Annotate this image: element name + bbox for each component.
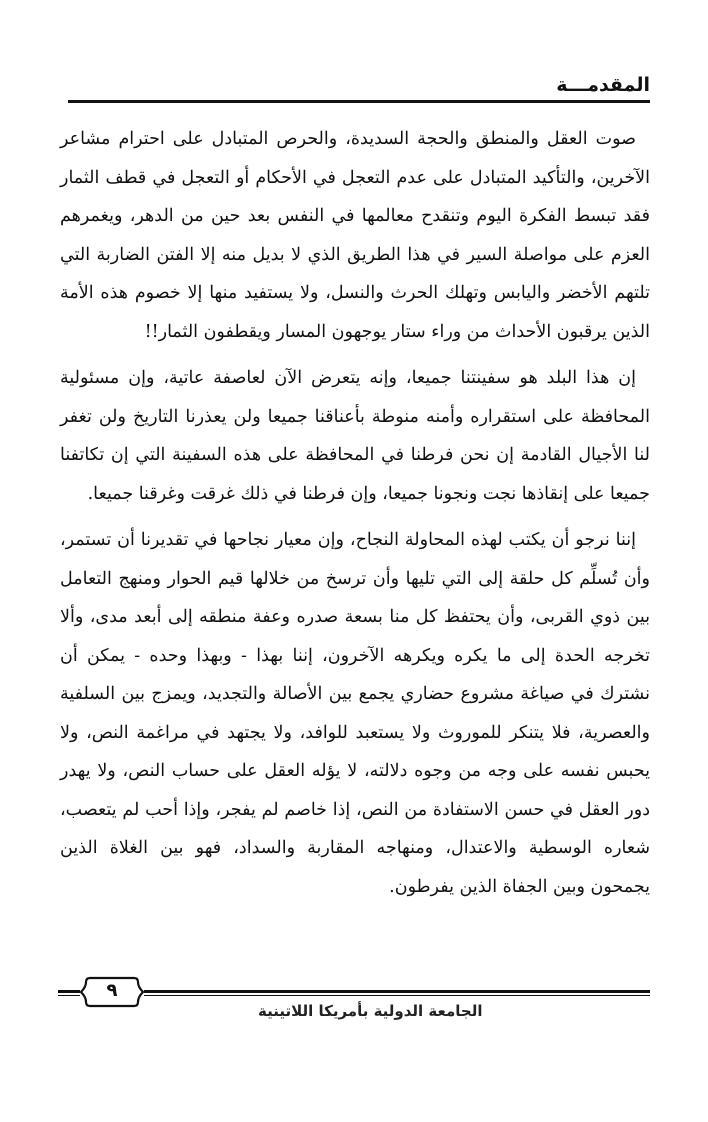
page-footer [58, 964, 650, 1024]
body-text [60, 120, 650, 914]
header-divider [68, 100, 650, 103]
page-number: ٩ [106, 980, 118, 1001]
publisher-name: الجامعة الدولية بأمريكا اللاتينية [258, 1002, 483, 1020]
paragraph: صوت العقل والمنطق والحجة السديدة، والحرص المتبادل على احترام مشاعر الآخرين، والتأكيد المتبادل على عدم التعجل في الأحكام أو التعجل في قطف الثمار فقد تبسط الفكرة اليوم وتنقدح معالمها في النفس بعد حين من الدهر، ويغمرهم العزم على مواصلة السير في هذا الطريق الذي لا بديل منه إلا الفتن الضاربة التي تلتهم الأخضر واليابس وتهلك الحرث والنسل، ولا يستفيد منها إلا خصوم هذه الأمة الذين يرقبون الأحداث من وراء ستار يوجهون المسار ويقطفون الثمار!! [60, 129, 650, 342]
footer-divider-thin [58, 995, 650, 996]
paragraph: إننا نرجو أن يكتب لهذه المحاولة النجاح، وإن معيار نجاحها في تقديرنا أن تستمر، وأن تُسلِّم كل حلقة إلى التي تليها وأن ترسخ من خلالها قيم الحوار ومنهج التعامل بين ذوي القربى، وأن يحتفظ كل منا بسعة صدره وعفة منطقه إلى أبعد مدى، وألا تخرجه الحدة إلى ما يكره ويكرهه الآخرون، إننا بهذا - وبهذا وحده - يمكن أن نشترك في صياغة مشروع حضاري يجمع بين الأصالة والتجديد، ويمزج بين السلفية والعصرية، فلا يتنكر للموروث ولا يستعبد للوافد، ولا يجتهد في مراغمة النص، ولا يحبس نفسه على وجه من وجوه دلالته، لا يؤله العقل على حساب النص، ولا يهدر دور العقل في حسن الاستفادة من النص، إذا خاصم لم يفجر، وإذا أحب لم يتعصب، شعاره الوسطية والاعتدال، ومنهاجه المقاربة والسداد، فهو بين الغلاة الذين يجمحون وبين الجفاة الذين يفرطون. [60, 530, 650, 897]
footer-divider [58, 990, 650, 993]
paragraph: إن هذا البلد هو سفينتنا جميعا، وإنه يتعرض الآن لعاصفة عاتية، وإن مسئولية المحافظة على استقراره وأمنه منوطة بأعناقنا جميعا ولن يعذرنا التاريخ ولن تغفر لنا الأجيال القادمة إن نحن فرطنا في المحافظة على هذه السفينة التي إن تكاتفنا جميعا على إنقاذها نجت ونجونا جميعا، وإن فرطنا في ذلك غرقت وغرقنا جميعا. [60, 368, 650, 504]
page-number-ornament [80, 975, 144, 1009]
chapter-title: المقدمـــة [556, 74, 650, 96]
running-header [68, 72, 650, 106]
